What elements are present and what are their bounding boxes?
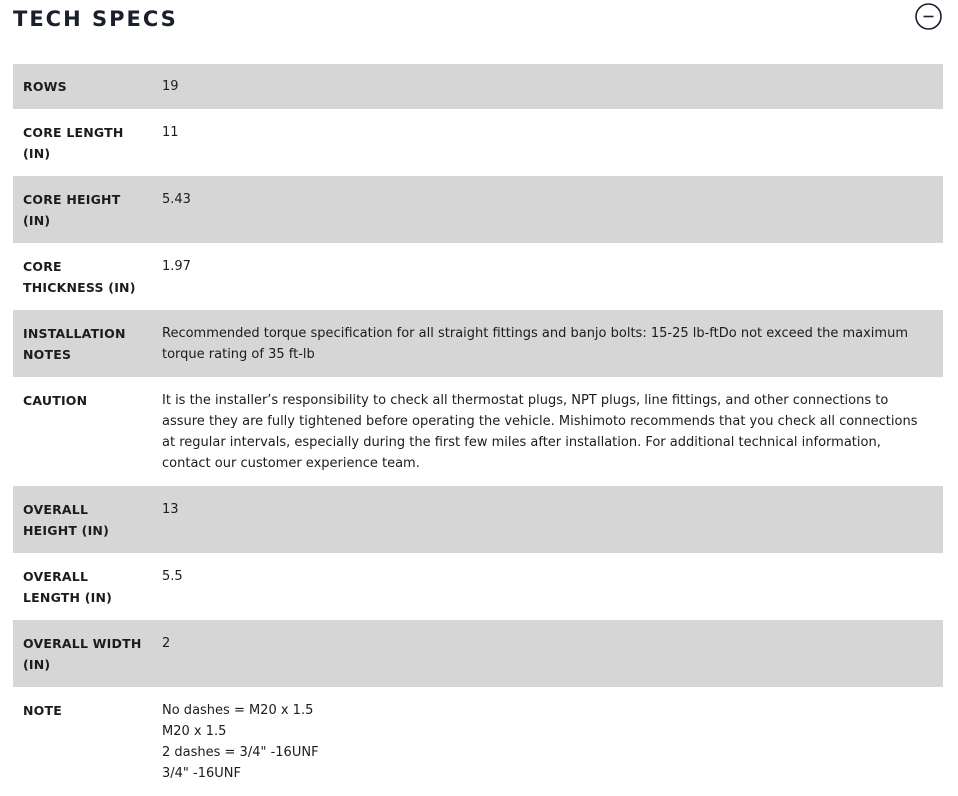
section-title: TECH SPECS: [13, 7, 178, 31]
spec-label: INSTALLATION NOTES: [23, 326, 126, 362]
spec-row-overall-width: [13, 620, 943, 687]
spec-label: CAUTION: [23, 393, 88, 408]
spec-value: 5.43: [162, 192, 191, 207]
spec-value: 11: [162, 125, 179, 140]
spec-value: 2: [162, 636, 171, 651]
spec-row-overall-height: [13, 486, 943, 553]
spec-label: OVERALL LENGTH (IN): [23, 569, 113, 605]
spec-value: Recommended torque specification for all straight fittings and banjo bolts: 15-25 lb-ftDo not exceed the maximum torque rating of 35 ft-lb: [162, 326, 908, 362]
spec-label: OVERALL WIDTH (IN): [23, 636, 142, 672]
note-line: 2 dashes = 3/4" -16UNF: [162, 745, 319, 760]
spec-row-core-height: [13, 176, 943, 243]
spec-label: CORE THICKNESS (IN): [23, 259, 136, 295]
tech-specs-header: [0, 0, 958, 40]
spec-value: 1.97: [162, 259, 191, 274]
spec-value-note: [152, 687, 943, 796]
spec-row-note: [13, 687, 943, 796]
spec-value: It is the installer’s responsibility to check all thermostat plugs, NPT plugs, line fittings, and other connections to assure they are fully tightened before operating the vehicle. Mishimoto recommends that you check all connections at regular intervals, especially during the first few miles after installation. For additional technical information, contact our customer experience team.: [162, 393, 918, 471]
spec-row-caution: [13, 377, 943, 486]
minus-circle-icon: [915, 3, 942, 30]
spec-row-overall-length: [13, 553, 943, 620]
spec-row-core-length: [13, 109, 943, 176]
spec-label: CORE LENGTH (IN): [23, 125, 124, 161]
spec-row-rows: [13, 64, 943, 109]
collapse-button[interactable]: [915, 3, 942, 30]
spec-row-core-thickness: [13, 243, 943, 310]
note-line: M20 x 1.5: [162, 724, 227, 739]
spec-value: 13: [162, 502, 179, 517]
spec-value: 5.5: [162, 569, 183, 584]
spec-label: CORE HEIGHT (IN): [23, 192, 121, 228]
tech-specs-table: [13, 64, 943, 796]
spec-label: NOTE: [23, 703, 62, 718]
spec-row-installation-notes: [13, 310, 943, 377]
spec-value: 19: [162, 79, 179, 94]
note-line: No dashes = M20 x 1.5: [162, 703, 314, 718]
spec-label: ROWS: [23, 79, 67, 94]
spec-label: OVERALL HEIGHT (IN): [23, 502, 109, 538]
note-line: 3/4" -16UNF: [162, 766, 241, 781]
